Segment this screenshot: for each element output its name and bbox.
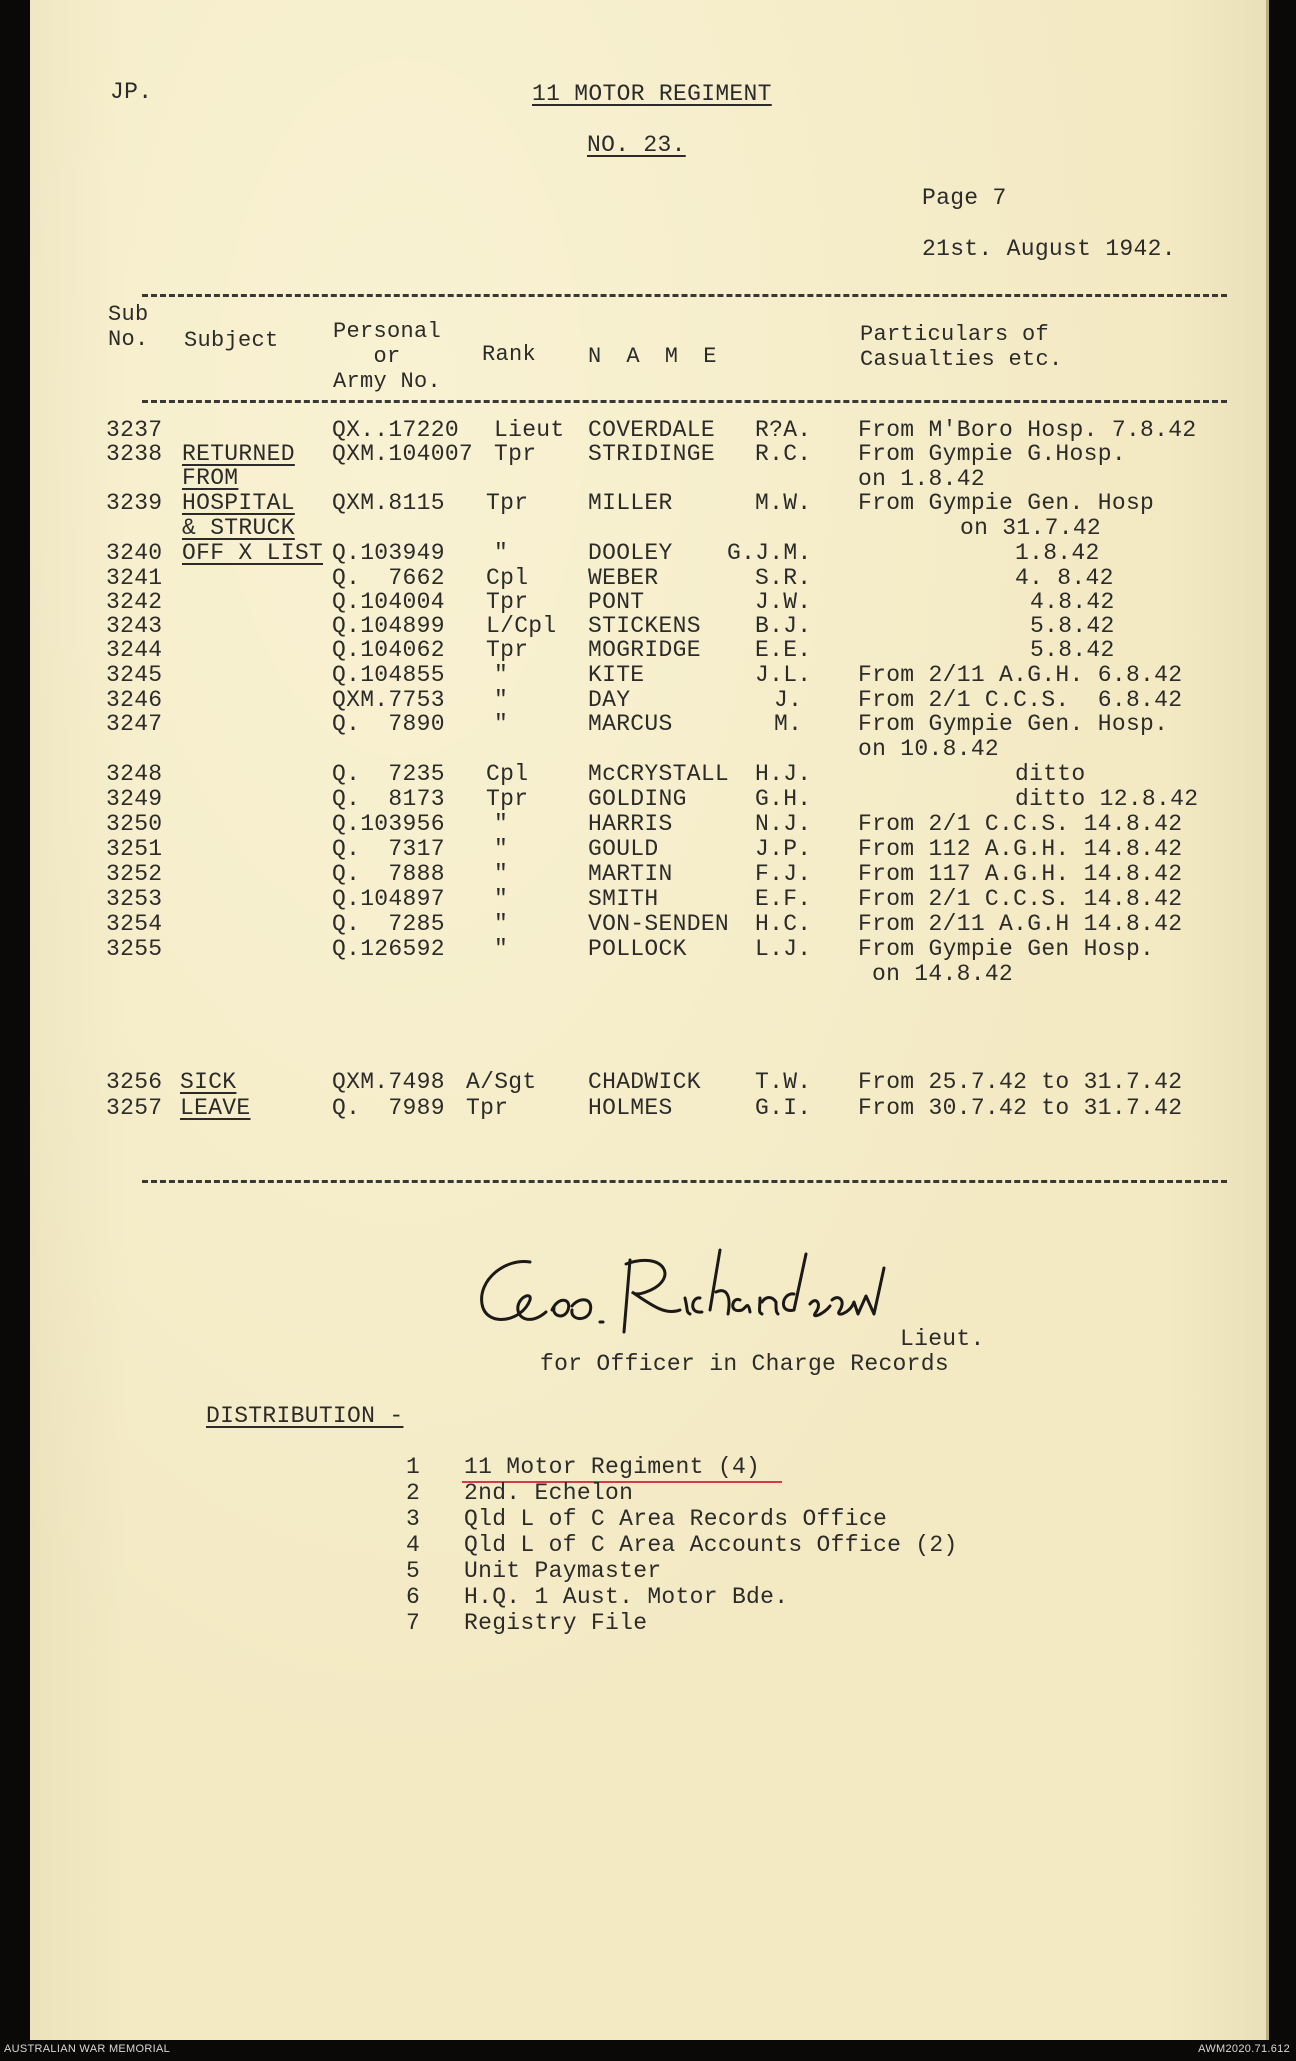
table-row xyxy=(30,1070,1266,1095)
surname: MARCUS xyxy=(588,711,673,737)
particulars: 5.8.42 xyxy=(1030,613,1115,639)
sub-no: 3254 xyxy=(106,911,163,937)
army-no: Q.104062 xyxy=(332,637,445,663)
army-no: Q.103956 xyxy=(332,811,445,837)
surname: WEBER xyxy=(588,565,659,591)
initials: M.W. xyxy=(755,490,812,516)
footer-item-id: AWM2020.71.612 xyxy=(1198,2043,1290,2055)
list-number: 6 xyxy=(406,1584,421,1610)
rank: " xyxy=(494,936,509,962)
army-no: QXM.7498 xyxy=(332,1069,445,1095)
table-row xyxy=(30,614,1266,639)
surname: VON-SENDEN xyxy=(588,911,730,937)
signature-role: for Officer in Charge Records xyxy=(540,1351,949,1377)
table-row xyxy=(30,1096,1266,1121)
sub-no: 3252 xyxy=(106,861,163,887)
army-no: Q. 7662 xyxy=(332,565,445,591)
list-item xyxy=(30,1507,1266,1532)
particulars: From 2/1 C.C.S. 14.8.42 xyxy=(858,886,1183,912)
particulars: From Gympie Gen Hosp. xyxy=(858,936,1155,962)
list-number: 1 xyxy=(406,1454,421,1480)
surname: GOULD xyxy=(588,836,659,862)
list-text: 11 Motor Regiment (4) xyxy=(464,1454,761,1480)
table-row xyxy=(30,712,1266,737)
page-number: Page 7 xyxy=(922,185,1007,211)
army-no: Q. 8173 xyxy=(332,786,445,812)
rank: " xyxy=(494,886,509,912)
table-row xyxy=(30,590,1266,615)
surname: MARTIN xyxy=(588,861,673,887)
rank: Cpl xyxy=(486,761,529,787)
rank: " xyxy=(494,861,509,887)
table-row xyxy=(30,566,1266,591)
initials: M. xyxy=(774,711,803,737)
list-item xyxy=(30,1533,1266,1558)
surname: HARRIS xyxy=(588,811,673,837)
list-item xyxy=(30,1455,1266,1480)
initials: E.F. xyxy=(755,886,812,912)
table-row xyxy=(30,887,1266,912)
rank: " xyxy=(494,911,509,937)
particulars: ditto xyxy=(1015,761,1086,787)
document-date: 21st. August 1942. xyxy=(922,236,1176,262)
army-no: QX..17220 xyxy=(332,417,459,443)
rank: " xyxy=(494,540,509,566)
sub-no: 3248 xyxy=(106,761,163,787)
sub-no: 3247 xyxy=(106,711,163,737)
army-no: QXM.7753 xyxy=(332,687,445,713)
initials: G.I. xyxy=(755,1095,812,1121)
sub-no: 3244 xyxy=(106,637,163,663)
sub-no: 3255 xyxy=(106,936,163,962)
surname: GOLDING xyxy=(588,786,687,812)
initials: J.P. xyxy=(755,836,812,862)
surname: MILLER xyxy=(588,490,673,516)
table-row-continued xyxy=(30,962,1266,987)
sub-no: 3257 xyxy=(106,1095,163,1121)
initials: JP. xyxy=(110,79,153,105)
army-no: Q.104855 xyxy=(332,662,445,688)
col-sub-no: Sub No. xyxy=(108,302,149,352)
sub-no: 3242 xyxy=(106,589,163,615)
particulars: From M'Boro Hosp. 7.8.42 xyxy=(858,417,1197,443)
rank: " xyxy=(494,836,509,862)
particulars: From Gympie G.Hosp. xyxy=(858,441,1126,467)
initials: N.J. xyxy=(755,811,812,837)
rank: Tpr xyxy=(486,637,529,663)
top-divider xyxy=(142,294,1227,297)
initials: L.J. xyxy=(755,936,812,962)
surname: SMITH xyxy=(588,886,659,912)
rank: Tpr xyxy=(486,490,529,516)
rank: Cpl xyxy=(486,565,529,591)
rank: Lieut xyxy=(494,417,565,443)
initials: R?A. xyxy=(755,417,812,443)
rank: " xyxy=(494,811,509,837)
initials: J.W. xyxy=(755,589,812,615)
table-row xyxy=(30,688,1266,713)
list-item xyxy=(30,1611,1266,1636)
unit-title: 11 MOTOR REGIMENT xyxy=(532,81,772,107)
sub-no: 3245 xyxy=(106,662,163,688)
table-row xyxy=(30,418,1266,443)
distribution-heading: DISTRIBUTION - xyxy=(206,1403,404,1429)
col-rank: Rank xyxy=(482,342,537,367)
surname: McCRYSTALL xyxy=(588,761,730,787)
initials: H.J. xyxy=(755,761,812,787)
rank: " xyxy=(494,662,509,688)
sub-no: 3240 xyxy=(106,540,163,566)
list-text: Registry File xyxy=(464,1610,648,1636)
col-name: N A M E xyxy=(588,344,723,369)
sub-no: 3238 xyxy=(106,441,163,467)
surname: COVERDALE xyxy=(588,417,715,443)
signature-image xyxy=(460,1240,960,1350)
rank: " xyxy=(494,711,509,737)
table-row xyxy=(30,491,1266,516)
table-row xyxy=(30,912,1266,937)
particulars: From 2/1 C.C.S. 6.8.42 xyxy=(858,687,1183,713)
bottom-divider xyxy=(142,1180,1227,1183)
particulars-continued: on 10.8.42 xyxy=(858,736,1000,762)
particulars: From Gympie Gen. Hosp. xyxy=(858,711,1169,737)
surname: MOGRIDGE xyxy=(588,637,701,663)
col-subject: Subject xyxy=(184,328,279,353)
rank: Tpr xyxy=(486,786,529,812)
list-number: 4 xyxy=(406,1532,421,1558)
footer-archive-label: AUSTRALIAN WAR MEMORIAL xyxy=(4,2043,171,2055)
list-number: 2 xyxy=(406,1480,421,1506)
table-row xyxy=(30,638,1266,663)
initials: T.W. xyxy=(755,1069,812,1095)
army-no: Q.104897 xyxy=(332,886,445,912)
sub-no: 3239 xyxy=(106,490,163,516)
particulars: ditto 12.8.42 xyxy=(1015,786,1199,812)
particulars: From 30.7.42 to 31.7.42 xyxy=(858,1095,1183,1121)
rank: L/Cpl xyxy=(486,613,557,639)
table-row xyxy=(30,541,1266,566)
army-no: Q. 7317 xyxy=(332,836,445,862)
army-no: QXM.8115 xyxy=(332,490,445,516)
sub-no: 3253 xyxy=(106,886,163,912)
list-text: H.Q. 1 Aust. Motor Bde. xyxy=(464,1584,789,1610)
initials: H.C. xyxy=(755,911,812,937)
initials: F.J. xyxy=(755,861,812,887)
table-row-continued xyxy=(30,467,1266,492)
list-text: Qld L of C Area Records Office xyxy=(464,1506,888,1532)
particulars: From 2/11 A.G.H. 6.8.42 xyxy=(858,662,1183,688)
table-row xyxy=(30,937,1266,962)
surname: DAY xyxy=(588,687,631,713)
table-row-continued xyxy=(30,737,1266,762)
list-item xyxy=(30,1481,1266,1506)
sub-no: 3246 xyxy=(106,687,163,713)
rank: Tpr xyxy=(486,589,529,615)
list-text: Qld L of C Area Accounts Office (2) xyxy=(464,1532,958,1558)
table-row xyxy=(30,837,1266,862)
table-row-continued xyxy=(30,516,1266,541)
sub-no: 3249 xyxy=(106,786,163,812)
initials: S.R. xyxy=(755,565,812,591)
surname: KITE xyxy=(588,662,645,688)
surname: PONT xyxy=(588,589,645,615)
army-no: Q.126592 xyxy=(332,936,445,962)
list-text: Unit Paymaster xyxy=(464,1558,662,1584)
col-particulars: Particulars of Casualties etc. xyxy=(860,322,1063,372)
sub-no: 3243 xyxy=(106,613,163,639)
table-row xyxy=(30,862,1266,887)
rank: Tpr xyxy=(494,441,537,467)
table-row xyxy=(30,812,1266,837)
surname: POLLOCK xyxy=(588,936,687,962)
army-no: Q.103949 xyxy=(332,540,445,566)
particulars: 5.8.42 xyxy=(1030,637,1115,663)
rank: A/Sgt xyxy=(466,1069,537,1095)
particulars: From Gympie Gen. Hosp xyxy=(858,490,1155,516)
table-row xyxy=(30,787,1266,812)
army-no: QXM.104007 xyxy=(332,441,474,467)
sub-no: 3251 xyxy=(106,836,163,862)
particulars: From 25.7.42 to 31.7.42 xyxy=(858,1069,1183,1095)
initials: E.E. xyxy=(755,637,812,663)
subject-line: RETURNED xyxy=(182,441,295,467)
army-no: Q.104004 xyxy=(332,589,445,615)
header-divider xyxy=(142,400,1227,403)
surname: CHADWICK xyxy=(588,1069,701,1095)
subject-line: OFF X LIST xyxy=(182,540,324,566)
initials: B.J. xyxy=(755,613,812,639)
list-text: 2nd. Echelon xyxy=(464,1480,634,1506)
surname: STRIDINGE xyxy=(588,441,715,467)
rank: " xyxy=(494,687,509,713)
subject-line: & STRUCK xyxy=(182,515,295,541)
army-no: Q. 7285 xyxy=(332,911,445,937)
particulars: From 112 A.G.H. 14.8.42 xyxy=(858,836,1183,862)
initials: G.H. xyxy=(755,786,812,812)
surname: DOOLEY xyxy=(588,540,673,566)
initials: R.C. xyxy=(755,441,812,467)
list-number: 3 xyxy=(406,1506,421,1532)
particulars-continued: on 31.7.42 xyxy=(960,515,1102,541)
signature-rank: Lieut. xyxy=(900,1326,985,1352)
list-item xyxy=(30,1559,1266,1584)
col-personal-no: Personal or Army No. xyxy=(333,319,442,394)
particulars: From 2/11 A.G.H 14.8.42 xyxy=(858,911,1183,937)
subject-line: LEAVE xyxy=(180,1095,251,1121)
particulars-continued: on 1.8.42 xyxy=(858,466,985,492)
army-no: Q. 7989 xyxy=(332,1095,445,1121)
list-item xyxy=(30,1585,1266,1610)
list-number: 5 xyxy=(406,1558,421,1584)
list-number: 7 xyxy=(406,1610,421,1636)
army-no: Q. 7890 xyxy=(332,711,445,737)
particulars: 4. 8.42 xyxy=(1015,565,1114,591)
army-no: Q. 7888 xyxy=(332,861,445,887)
surname: HOLMES xyxy=(588,1095,673,1121)
initials: J.L. xyxy=(755,662,812,688)
particulars-continued: on 14.8.42 xyxy=(872,961,1014,987)
document-number: NO. 23. xyxy=(587,132,686,158)
sub-no: 3256 xyxy=(106,1069,163,1095)
table-row xyxy=(30,663,1266,688)
particulars: From 117 A.G.H. 14.8.42 xyxy=(858,861,1183,887)
sub-no: 3241 xyxy=(106,565,163,591)
rank: Tpr xyxy=(466,1095,509,1121)
particulars: From 2/1 C.C.S. 14.8.42 xyxy=(858,811,1183,837)
table-row xyxy=(30,762,1266,787)
subject-line: HOSPITAL xyxy=(182,490,295,516)
initials: G.J.M. xyxy=(727,540,812,566)
document-page xyxy=(30,0,1269,2040)
subject-line: SICK xyxy=(180,1069,237,1095)
surname: STICKENS xyxy=(588,613,701,639)
particulars: 4.8.42 xyxy=(1030,589,1115,615)
sub-no: 3250 xyxy=(106,811,163,837)
initials: J. xyxy=(774,687,803,713)
particulars: 1.8.42 xyxy=(1015,540,1100,566)
table-row xyxy=(30,442,1266,467)
army-no: Q.104899 xyxy=(332,613,445,639)
army-no: Q. 7235 xyxy=(332,761,445,787)
sub-no: 3237 xyxy=(106,417,163,443)
subject-line: FROM xyxy=(182,465,239,491)
